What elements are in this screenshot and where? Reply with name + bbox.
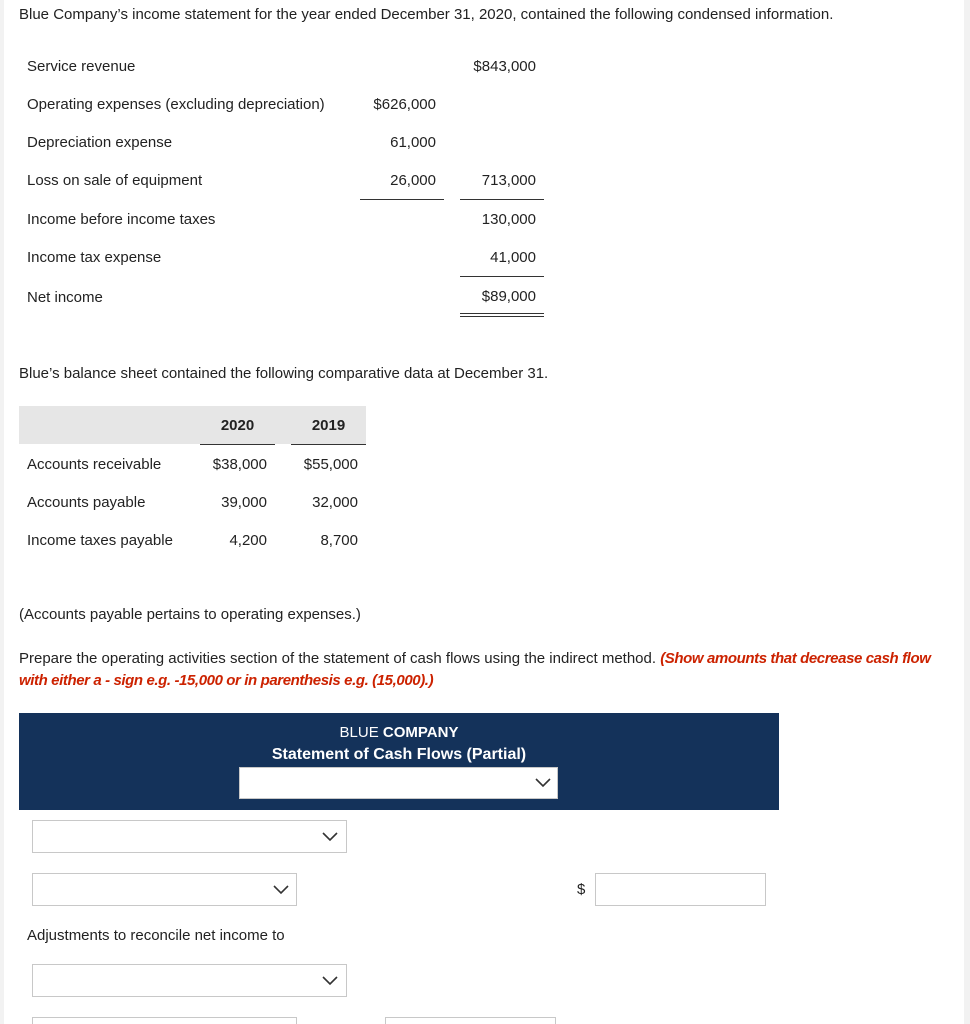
- col-2020-header: 2020: [220, 417, 255, 434]
- col-2019-header: 2019: [311, 417, 346, 434]
- table-cell-2020: $38,000: [212, 456, 267, 473]
- table-row-label: Income taxes payable: [27, 532, 173, 549]
- loss-on-sale-value: 26,000: [390, 172, 436, 189]
- net-income-line-select[interactable]: [32, 873, 297, 906]
- table-row-label: Accounts payable: [27, 494, 146, 511]
- total-expenses-underline: [460, 199, 544, 200]
- operating-expenses-label: Operating expenses (excluding depreciation): [27, 96, 325, 113]
- table-row-label: Accounts receivable: [27, 456, 162, 473]
- question-panel: [4, 0, 964, 1024]
- company-name-bold: COMPANY: [382, 724, 459, 741]
- total-expenses-value: 713,000: [481, 172, 536, 189]
- chevron-down-icon: [273, 885, 289, 895]
- col-2020-underline: [200, 444, 275, 445]
- net-income-label: Net income: [27, 289, 103, 306]
- expenses-underline: [360, 199, 444, 200]
- service-revenue-value: $843,000: [473, 58, 536, 75]
- chevron-down-icon: [322, 832, 338, 842]
- adjustment-item-select[interactable]: [32, 1017, 297, 1024]
- activity-heading-select[interactable]: [32, 820, 347, 853]
- adjustment-amount-input[interactable]: [385, 1017, 556, 1024]
- income-before-tax-label: Income before income taxes: [27, 211, 216, 228]
- table-cell-2019: $55,000: [303, 456, 358, 473]
- intro-text: Blue Company’s income statement for the year ended December 31, 2020, contained the following condensed information.: [19, 6, 834, 23]
- company-name: [19, 724, 779, 741]
- depreciation-value: 61,000: [390, 134, 436, 151]
- service-revenue-label: Service revenue: [27, 58, 136, 75]
- company-name-normal: BLUE: [339, 724, 379, 741]
- table-cell-2020: 4,200: [229, 532, 267, 549]
- chevron-down-icon: [322, 976, 338, 986]
- net-income-double-underline-2: [460, 316, 544, 317]
- operating-expenses-value: $626,000: [373, 96, 436, 113]
- instruction-text: Prepare the operating activities section of the statement of cash flows using the indirect method.: [19, 650, 657, 667]
- net-income-amount-input[interactable]: [595, 873, 766, 906]
- loss-on-sale-label: Loss on sale of equipment: [27, 172, 203, 189]
- statement-header: [19, 713, 779, 810]
- table-cell-2019: 32,000: [312, 494, 358, 511]
- col-2019-underline: [291, 444, 366, 445]
- income-tax-value: 41,000: [490, 249, 536, 266]
- instruction-line-1: [19, 650, 930, 667]
- currency-symbol: $: [577, 881, 586, 898]
- depreciation-label: Depreciation expense: [27, 134, 173, 151]
- instruction-red-2: with either a - sign e.g. -15,000 or in parenthesis e.g. (15,000).): [19, 672, 434, 689]
- net-income-double-underline-1: [460, 313, 544, 314]
- right-scroll-gutter: [964, 0, 970, 1024]
- chevron-down-icon: [535, 778, 551, 788]
- balance-intro-text: Blue’s balance sheet contained the following comparative data at December 31.: [19, 365, 549, 382]
- table-cell-2019: 8,700: [320, 532, 358, 549]
- instruction-red-1: (Show amounts that decrease cash flow: [660, 650, 931, 667]
- income-tax-underline: [460, 276, 544, 277]
- statement-title: Statement of Cash Flows (Partial): [271, 746, 527, 763]
- period-select[interactable]: [239, 767, 558, 799]
- income-before-tax-value: 130,000: [481, 211, 536, 228]
- adjustments-subheading-select[interactable]: [32, 964, 347, 997]
- income-tax-label: Income tax expense: [27, 249, 162, 266]
- net-income-value: $89,000: [481, 288, 536, 305]
- table-cell-2020: 39,000: [221, 494, 267, 511]
- adjustments-label: Adjustments to reconcile net income to: [27, 927, 285, 944]
- note-text: (Accounts payable pertains to operating expenses.): [19, 606, 361, 623]
